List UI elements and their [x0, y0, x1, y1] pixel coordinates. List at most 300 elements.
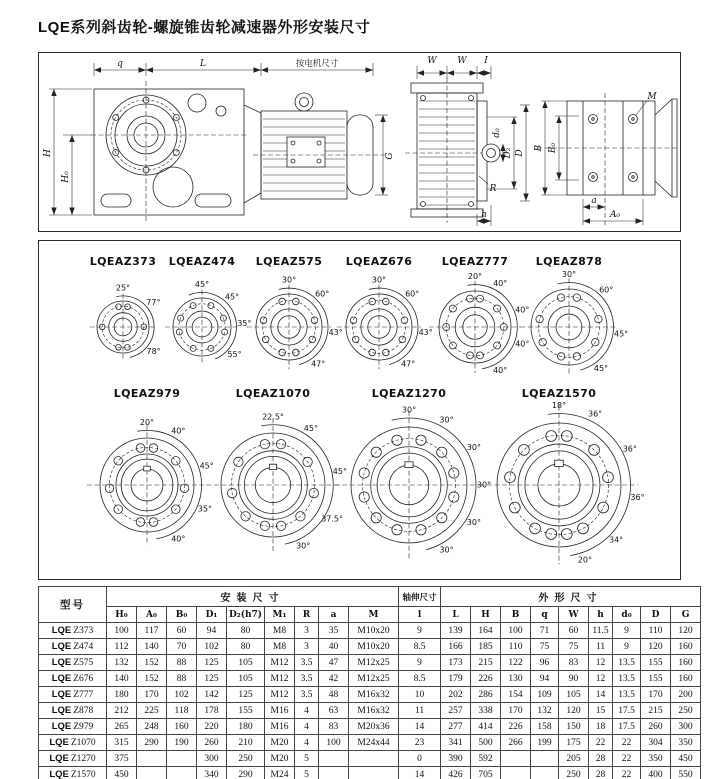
value-cell: 140 — [137, 639, 167, 655]
flange-angle-label: 30° — [476, 480, 492, 490]
flange-LQEAZ1070 — [206, 387, 347, 552]
value-cell: 117 — [137, 623, 167, 639]
group-outline: 外形尺寸 — [441, 587, 701, 607]
value-cell: 5 — [295, 767, 319, 779]
flange-angle-label: 43° — [328, 327, 343, 337]
value-cell: 110 — [501, 639, 531, 655]
value-cell: M12x25 — [349, 655, 399, 671]
value-cell: 226 — [471, 671, 501, 687]
table-row — [39, 671, 701, 687]
flange-angle-label: 60° — [405, 289, 420, 299]
value-cell: 250 — [671, 703, 701, 719]
value-cell: 75 — [559, 639, 589, 655]
value-cell: 500 — [471, 735, 501, 751]
value-cell: 200 — [671, 687, 701, 703]
flange-angle-label: 40° — [493, 366, 508, 376]
value-cell: 109 — [531, 687, 559, 703]
value-cell — [349, 751, 399, 767]
col-header: H₀ — [107, 607, 137, 623]
value-cell: 9 — [399, 655, 441, 671]
value-cell: 450 — [671, 751, 701, 767]
value-cell: M8 — [265, 639, 295, 655]
dim-q: q — [117, 59, 123, 69]
value-cell: 11.5 — [589, 623, 613, 639]
flange-angle-label: 47° — [401, 359, 416, 369]
value-cell: 400 — [641, 767, 671, 779]
value-cell: 100 — [501, 623, 531, 639]
dim-D: D — [515, 149, 525, 157]
flange-LQEAZ979 — [87, 387, 214, 545]
value-cell: 10 — [399, 687, 441, 703]
flange-angle-label: 36° — [588, 409, 603, 419]
value-cell: 9 — [399, 623, 441, 639]
value-cell: 290 — [227, 767, 265, 779]
value-cell: 28 — [589, 751, 613, 767]
value-cell: 75 — [531, 639, 559, 655]
value-cell: 199 — [531, 735, 559, 751]
value-cell: 286 — [471, 687, 501, 703]
value-cell: 341 — [441, 735, 471, 751]
flange-angle-label: 35° — [237, 318, 252, 328]
col-header: l — [399, 607, 441, 623]
model-cell: LQE Z878 — [39, 703, 107, 719]
group-shaft: 轴伸尺寸 — [399, 587, 441, 607]
value-cell: 94 — [531, 671, 559, 687]
col-header: H — [471, 607, 501, 623]
value-cell: 28 — [589, 767, 613, 779]
value-cell: M10x20 — [349, 623, 399, 639]
value-cell: 120 — [641, 639, 671, 655]
value-cell: 150 — [559, 719, 589, 735]
flange-angle-label: 20° — [577, 555, 592, 565]
value-cell: 125 — [197, 655, 227, 671]
value-cell: 180 — [107, 687, 137, 703]
value-cell: 190 — [167, 735, 197, 751]
value-cell: 158 — [531, 719, 559, 735]
value-cell: 17.5 — [613, 719, 641, 735]
value-cell: 22 — [613, 751, 641, 767]
flange-angle-label: 55° — [227, 349, 242, 359]
dim-W1: W — [427, 56, 437, 66]
flange-angle-label: 30° — [401, 405, 417, 415]
value-cell: 414 — [471, 719, 501, 735]
flange-label: LQEAZ676 — [345, 255, 413, 268]
value-cell: 0 — [399, 751, 441, 767]
value-cell: 290 — [137, 735, 167, 751]
value-cell: 18 — [589, 719, 613, 735]
value-cell: M20 — [265, 735, 295, 751]
flange-label: LQEAZ878 — [535, 255, 603, 268]
value-cell: 120 — [671, 623, 701, 639]
value-cell: 155 — [641, 671, 671, 687]
value-cell: 300 — [197, 751, 227, 767]
value-cell: 426 — [441, 767, 471, 779]
model-cell: LQE Z1070 — [39, 735, 107, 751]
flange-LQEAZ676 — [337, 255, 433, 369]
outline-drawings — [39, 53, 678, 229]
col-header: D₁ — [197, 607, 227, 623]
table-row — [39, 703, 701, 719]
dim-d0: d₀ — [492, 128, 502, 138]
value-cell: 88 — [167, 655, 197, 671]
value-cell: 47 — [319, 655, 349, 671]
value-cell: 4 — [295, 703, 319, 719]
value-cell: M12 — [265, 687, 295, 703]
value-cell: 83 — [559, 655, 589, 671]
value-cell: 4 — [295, 735, 319, 751]
col-header: B₀ — [167, 607, 197, 623]
flange-label: LQEAZ979 — [113, 387, 181, 400]
dim-W2: W — [457, 56, 467, 66]
value-cell: 125 — [197, 671, 227, 687]
value-cell: 42 — [319, 671, 349, 687]
dim-H: H — [43, 149, 53, 157]
flange-angle-label: 18° — [551, 401, 567, 411]
value-cell: 250 — [559, 767, 589, 779]
value-cell: 178 — [197, 703, 227, 719]
value-cell: 22 — [589, 735, 613, 751]
model-cell: LQE Z474 — [39, 639, 107, 655]
col-header: R — [295, 607, 319, 623]
value-cell: 220 — [197, 719, 227, 735]
value-cell: 22 — [613, 735, 641, 751]
table-row — [39, 639, 701, 655]
value-cell: 152 — [137, 671, 167, 687]
value-cell: 315 — [107, 735, 137, 751]
value-cell — [319, 767, 349, 779]
flange-angle-label: 45° — [224, 292, 240, 302]
value-cell: 130 — [501, 671, 531, 687]
value-cell: 166 — [441, 639, 471, 655]
value-cell — [137, 751, 167, 767]
value-cell: 23 — [399, 735, 441, 751]
front-view-drawing — [405, 56, 530, 226]
value-cell: 277 — [441, 719, 471, 735]
col-header: A₀ — [137, 607, 167, 623]
flange-angle-label: 45° — [303, 423, 318, 433]
flange-LQEAZ878 — [520, 255, 628, 376]
value-cell: 13.5 — [613, 655, 641, 671]
flange-angle-label: 78° — [146, 346, 161, 356]
value-cell: 215 — [471, 655, 501, 671]
value-cell: 112 — [107, 639, 137, 655]
value-cell: 155 — [641, 655, 671, 671]
value-cell: M16 — [265, 719, 295, 735]
model-cell: LQE Z373 — [39, 623, 107, 639]
flange-angle-label: 30° — [439, 415, 454, 425]
value-cell: 340 — [197, 767, 227, 779]
value-cell: 102 — [197, 639, 227, 655]
flange-angle-label: 43° — [418, 327, 433, 337]
value-cell — [531, 751, 559, 767]
top-view-drawing — [534, 92, 678, 225]
value-cell: 4 — [295, 719, 319, 735]
value-cell: 11 — [399, 703, 441, 719]
dim-G: G — [385, 152, 395, 160]
value-cell: 122 — [501, 655, 531, 671]
flange-angle-label: 60° — [315, 289, 330, 299]
value-cell: 13.5 — [613, 687, 641, 703]
value-cell: 3.5 — [295, 671, 319, 687]
value-cell: 96 — [531, 655, 559, 671]
flange-angle-label: 30° — [371, 275, 387, 285]
value-cell: 63 — [319, 703, 349, 719]
flange-angle-label: 77° — [146, 297, 161, 307]
value-cell: 110 — [641, 623, 671, 639]
flange-angle-label: 40° — [515, 339, 530, 349]
flange-angle-label: 45° — [593, 364, 609, 374]
flange-drawings — [39, 241, 678, 577]
value-cell: M24 — [265, 767, 295, 779]
flange-angle-label: 47° — [311, 359, 326, 369]
value-cell: 8.5 — [399, 639, 441, 655]
group-install: 安装尺寸 — [107, 587, 399, 607]
value-cell: M10x20 — [349, 639, 399, 655]
flange-angle-label: 30° — [561, 269, 577, 279]
flange-angle-label: 30° — [439, 545, 454, 555]
value-cell: 80 — [227, 639, 265, 655]
flange-LQEAZ474 — [165, 255, 252, 364]
table-row — [39, 735, 701, 751]
col-header: d₀ — [613, 607, 641, 623]
table-row — [39, 623, 701, 639]
value-cell: 142 — [197, 687, 227, 703]
value-cell: 154 — [501, 687, 531, 703]
value-cell: 100 — [107, 623, 137, 639]
flange-angle-label: 60° — [599, 285, 614, 295]
value-cell: 375 — [107, 751, 137, 767]
value-cell: 90 — [559, 671, 589, 687]
value-cell — [167, 751, 197, 767]
value-cell: 100 — [319, 735, 349, 751]
value-cell: 22 — [613, 767, 641, 779]
flange-angle-label: 30° — [466, 518, 481, 527]
col-header: L — [441, 607, 471, 623]
value-cell: 12 — [589, 671, 613, 687]
dimension-table-wrap — [38, 586, 693, 779]
value-cell: 12 — [589, 655, 613, 671]
value-cell: M12 — [265, 655, 295, 671]
model-cell: LQE Z777 — [39, 687, 107, 703]
value-cell: 48 — [319, 687, 349, 703]
value-cell: 205 — [559, 751, 589, 767]
col-model: 型号 — [39, 587, 107, 623]
flange-label: LQEAZ575 — [255, 255, 323, 268]
dim-D2: D₂ — [503, 147, 513, 159]
value-cell: 350 — [671, 735, 701, 751]
value-cell: 9 — [613, 623, 641, 639]
value-cell — [349, 767, 399, 779]
value-cell: 250 — [227, 751, 265, 767]
value-cell: 132 — [107, 655, 137, 671]
value-cell: 94 — [197, 623, 227, 639]
flange-angle-label: 40° — [515, 305, 530, 315]
col-header: D₂(h7) — [227, 607, 265, 623]
flange-angle-label: 34° — [609, 535, 624, 545]
value-cell: 215 — [641, 703, 671, 719]
flange-angle-label: 40° — [493, 278, 508, 288]
value-cell: 11 — [589, 639, 613, 655]
flange-LQEAZ373 — [90, 255, 161, 360]
value-cell: 225 — [137, 703, 167, 719]
col-header: h — [589, 607, 613, 623]
value-cell: 9 — [613, 639, 641, 655]
flange-angle-label: 25° — [115, 283, 131, 293]
col-header: a — [319, 607, 349, 623]
value-cell: 338 — [471, 703, 501, 719]
value-cell: 202 — [441, 687, 471, 703]
value-cell — [501, 751, 531, 767]
value-cell: M12x25 — [349, 671, 399, 687]
dimension-table — [38, 586, 701, 779]
value-cell: 3.5 — [295, 655, 319, 671]
value-cell: 132 — [531, 703, 559, 719]
value-cell: 5 — [295, 751, 319, 767]
value-cell: 80 — [227, 623, 265, 639]
dim-a: a — [591, 196, 597, 206]
table-row — [39, 655, 701, 671]
flange-angle-label: 36° — [622, 444, 637, 454]
value-cell: 592 — [471, 751, 501, 767]
flange-angle-label: 36° — [630, 492, 645, 502]
value-cell: M20 — [265, 751, 295, 767]
value-cell: 14 — [399, 719, 441, 735]
value-cell: 3 — [295, 639, 319, 655]
value-cell: 260 — [641, 719, 671, 735]
value-cell: 390 — [441, 751, 471, 767]
value-cell: 450 — [107, 767, 137, 779]
value-cell: 105 — [559, 687, 589, 703]
value-cell: 60 — [559, 623, 589, 639]
value-cell: 350 — [641, 751, 671, 767]
value-cell: M16x32 — [349, 687, 399, 703]
value-cell: 140 — [107, 671, 137, 687]
value-cell: 152 — [137, 655, 167, 671]
value-cell: M12 — [265, 671, 295, 687]
col-header: M — [349, 607, 399, 623]
flange-angle-label: 30° — [296, 541, 311, 551]
value-cell — [167, 767, 197, 779]
value-cell: 260 — [197, 735, 227, 751]
value-cell — [501, 767, 531, 779]
value-cell: 160 — [167, 719, 197, 735]
value-cell: 60 — [167, 623, 197, 639]
value-cell: 139 — [441, 623, 471, 639]
value-cell: 118 — [167, 703, 197, 719]
value-cell: 170 — [137, 687, 167, 703]
value-cell: 180 — [227, 719, 265, 735]
table-row — [39, 687, 701, 703]
flange-angle-label: 35° — [197, 504, 212, 514]
dim-motor-size: 按电机尺寸 — [295, 58, 339, 68]
flange-label: LQEAZ474 — [168, 255, 236, 268]
value-cell: 550 — [671, 767, 701, 779]
col-header: B — [501, 607, 531, 623]
table-row — [39, 751, 701, 767]
value-cell: 173 — [441, 655, 471, 671]
dim-M: M — [647, 92, 657, 102]
col-header: D — [641, 607, 671, 623]
value-cell: 8.5 — [399, 671, 441, 687]
value-cell: M24x44 — [349, 735, 399, 751]
dim-H0: H₀ — [61, 171, 71, 183]
value-cell: 170 — [641, 687, 671, 703]
flange-label: LQEAZ1070 — [235, 387, 311, 400]
flange-label: LQEAZ1270 — [371, 387, 447, 400]
dim-R: R — [489, 184, 497, 194]
flange-angle-label: 30° — [281, 275, 297, 285]
value-cell: 17.5 — [613, 703, 641, 719]
flange-label: LQEAZ1570 — [521, 387, 597, 400]
value-cell: 210 — [227, 735, 265, 751]
value-cell: 179 — [441, 671, 471, 687]
value-cell: 125 — [227, 687, 265, 703]
flange-angle-label: 45° — [194, 280, 210, 289]
flange-label: LQEAZ373 — [89, 255, 157, 268]
value-cell: 83 — [319, 719, 349, 735]
value-cell: 212 — [107, 703, 137, 719]
value-cell: 88 — [167, 671, 197, 687]
flange-LQEAZ1570 — [480, 387, 645, 565]
value-cell: 40 — [319, 639, 349, 655]
flange-LQEAZ575 — [247, 255, 343, 369]
value-cell — [531, 767, 559, 779]
value-cell: 105 — [227, 655, 265, 671]
flange-angle-label: 30° — [466, 443, 481, 452]
side-view-drawing — [43, 58, 395, 223]
value-cell: 160 — [671, 671, 701, 687]
value-cell: 105 — [227, 671, 265, 687]
value-cell: 300 — [671, 719, 701, 735]
value-cell — [319, 751, 349, 767]
flange-angle-label: 20° — [139, 417, 155, 427]
value-cell: 35 — [319, 623, 349, 639]
page-title: LQE系列斜齿轮-螺旋锥齿轮减速器外形安装尺寸 — [38, 19, 371, 36]
value-cell: 120 — [559, 703, 589, 719]
value-cell: 71 — [531, 623, 559, 639]
value-cell: 248 — [137, 719, 167, 735]
dim-B: B — [534, 144, 544, 152]
value-cell: 14 — [589, 687, 613, 703]
value-cell: 155 — [227, 703, 265, 719]
value-cell: 164 — [471, 623, 501, 639]
value-cell: 3 — [295, 623, 319, 639]
dim-L: L — [200, 59, 206, 69]
value-cell: 15 — [589, 703, 613, 719]
flange-angle-label: 45° — [332, 467, 347, 477]
value-cell: 160 — [671, 655, 701, 671]
table-row — [39, 767, 701, 779]
flange-angle-label: 22.5° — [262, 412, 284, 422]
col-header: q — [531, 607, 559, 623]
table-row — [39, 719, 701, 735]
flange-angle-label: 37.5° — [321, 514, 344, 524]
flange-angle-label: 40° — [171, 426, 186, 436]
value-cell: 185 — [471, 639, 501, 655]
value-cell: M20x36 — [349, 719, 399, 735]
outline-views-panel — [38, 52, 681, 232]
col-header: W — [559, 607, 589, 623]
flange-label: LQEAZ777 — [441, 255, 509, 268]
flange-angle-label: 45° — [199, 461, 214, 471]
value-cell: 160 — [671, 639, 701, 655]
value-cell: 265 — [107, 719, 137, 735]
flange-angle-label: 40° — [171, 534, 186, 544]
col-header: M₁ — [265, 607, 295, 623]
dim-B0: B₀ — [548, 142, 558, 154]
dim-A0: A₀ — [609, 210, 621, 220]
model-cell: LQE Z676 — [39, 671, 107, 687]
